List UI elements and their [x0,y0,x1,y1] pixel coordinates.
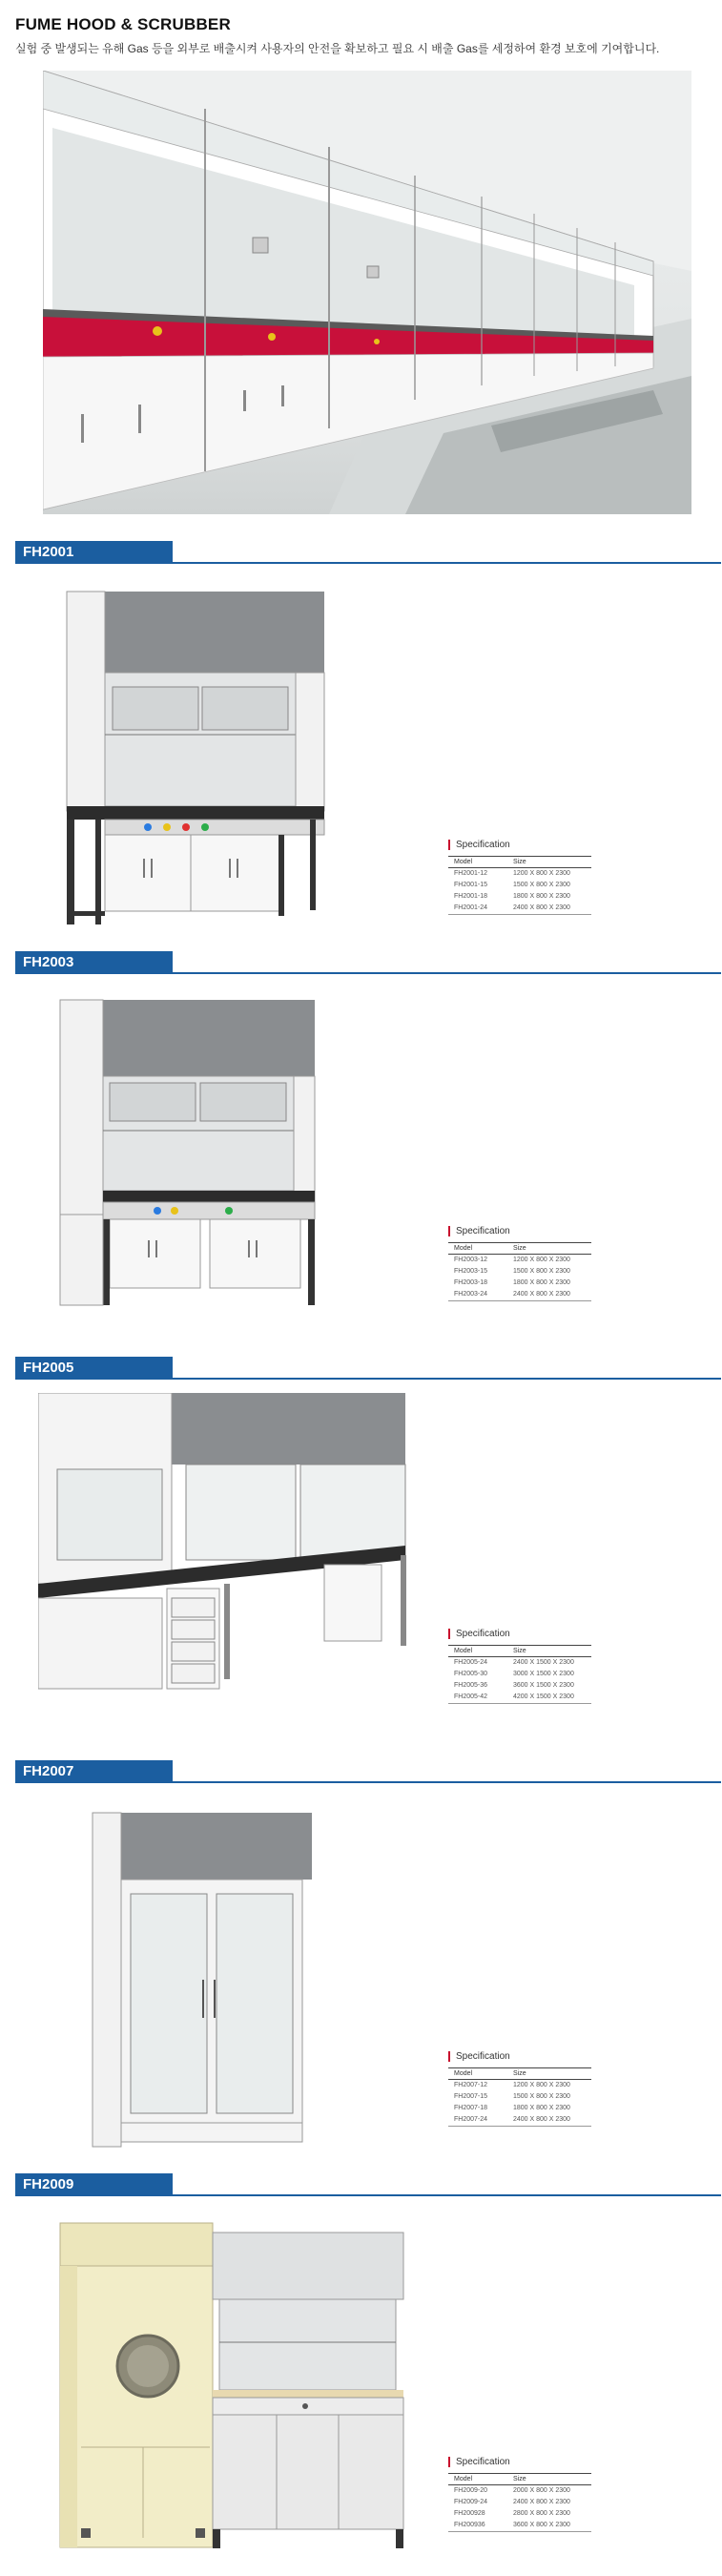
model-cell: FH2007-12 [454,2082,488,2088]
table-row [448,1278,591,1289]
hero-lab-photo [43,71,691,514]
size-cell: 4200 X 1500 X 2300 [507,1692,591,1704]
model-cell: FH2001-18 [454,893,488,900]
column-header: Size [507,1243,591,1255]
spec-table-fh2007 [448,2051,591,2127]
column-header: Size [507,1646,591,1657]
model-cell: FH2003-12 [454,1257,488,1263]
size-cell: 2400 X 800 X 2300 [507,1289,591,1301]
size-cell: 1200 X 800 X 2300 [513,870,570,877]
size-cell: 1800 X 800 X 2300 [513,893,570,900]
model-cell: FH2003-18 [454,1279,488,1286]
table-row [448,1680,591,1692]
section-header-fh2005 [15,1357,721,1380]
product-image-fh2009 [52,2218,415,2562]
size-cell: 1500 X 800 X 2300 [513,2093,570,2100]
section-header-fh2001 [15,541,721,564]
spec-table [448,1242,591,1301]
table-row [448,2520,591,2532]
section-divider [15,2194,721,2196]
size-cell: 1200 X 800 X 2300 [513,2082,570,2088]
size-cell: 2800 X 800 X 2300 [513,2510,570,2517]
table-row [448,868,591,881]
section-title: FH2007 [15,1760,173,1783]
model-cell: FH2007-15 [454,2093,488,2100]
table-row [448,2091,591,2103]
table-row [448,1289,591,1301]
section-header-fh2003 [15,951,721,974]
column-header: Model [448,2068,507,2080]
spec-table-fh2009 [448,2457,591,2532]
model-cell: FH2005-24 [454,1659,488,1666]
table-row [448,880,591,891]
section-header-fh2007 [15,1760,721,1783]
table-row [448,2080,591,2092]
section-header-fh2009 [15,2173,721,2196]
size-cell: 1500 X 800 X 2300 [513,1268,570,1275]
table-row [448,2497,591,2508]
model-cell: FH2007-24 [448,2114,507,2127]
table-row [448,1255,591,1267]
size-cell: 2400 X 1500 X 2300 [513,1659,574,1666]
size-cell: 1800 X 800 X 2300 [513,1279,570,1286]
table-row [448,1266,591,1278]
size-cell: 1200 X 800 X 2300 [513,1257,570,1263]
model-cell: FH2001-15 [454,882,488,888]
spec-table-fh2003 [448,1226,591,1301]
product-image-fh2007 [88,1808,317,2156]
spec-table [448,2067,591,2127]
column-header: Size [507,2474,591,2485]
column-header: Model [448,857,507,868]
table-row [448,1657,591,1670]
size-cell: 3600 X 800 X 2300 [507,2520,591,2532]
spec-table-fh2001 [448,840,591,915]
product-image-fh2001 [57,582,343,940]
model-cell: FH2003-15 [454,1268,488,1275]
section-divider [15,1781,721,1783]
size-cell: 1500 X 800 X 2300 [513,882,570,888]
table-row [448,1692,591,1704]
section-divider [15,972,721,974]
section-title: FH2005 [15,1357,173,1380]
spec-title: Specification [448,840,591,850]
table-row [448,891,591,903]
page-description: 실험 중 발생되는 유해 Gas 등을 외부로 배출시켜 사용자의 안전을 확보하고 필요 시 배출 Gas를 세정하여 환경 보호에 기여합니다. [15,42,660,55]
spec-title: Specification [448,1629,591,1639]
model-cell: FH200936 [448,2520,507,2532]
section-title: FH2001 [15,541,173,564]
table-row [448,2114,591,2127]
section-title: FH2009 [15,2173,173,2196]
size-cell: 2400 X 800 X 2300 [513,2499,570,2505]
column-header: Model [448,2474,507,2485]
table-row [448,2485,591,2498]
model-cell: FH2009-20 [454,2487,488,2494]
model-cell: FH2001-24 [448,903,507,915]
spec-table-fh2005 [448,1629,591,1704]
spec-title: Specification [448,2051,591,2062]
section-title: FH2003 [15,951,173,974]
table-row [448,1669,591,1680]
size-cell: 2400 X 800 X 2300 [507,903,591,915]
size-cell: 2000 X 800 X 2300 [513,2487,570,2494]
product-image-fh2005 [38,1393,420,1732]
model-cell: FH2005-42 [448,1692,507,1704]
lab-fume-hood-row-illustration [43,71,691,514]
spec-title: Specification [448,1226,591,1236]
size-cell: 3000 X 1500 X 2300 [513,1671,574,1677]
page-title: FUME HOOD & SCRUBBER [15,15,231,33]
spec-table [448,856,591,915]
section-divider [15,1378,721,1380]
spec-table [448,1645,591,1704]
product-image-fh2003 [52,992,339,1331]
size-cell: 1800 X 800 X 2300 [513,2105,570,2111]
column-header: Model [448,1243,507,1255]
table-row [448,2508,591,2520]
column-header: Size [507,857,591,868]
column-header: Size [507,2068,591,2080]
model-cell: FH200928 [454,2510,485,2517]
model-cell: FH2007-18 [454,2105,488,2111]
size-cell: 2400 X 800 X 2300 [507,2114,591,2127]
table-row [448,2103,591,2114]
model-cell: FH2005-30 [454,1671,488,1677]
column-header: Model [448,1646,507,1657]
spec-table [448,2473,591,2532]
model-cell: FH2001-12 [454,870,488,877]
model-cell: FH2003-24 [448,1289,507,1301]
spec-title: Specification [448,2457,591,2467]
table-row [448,903,591,915]
model-cell: FH2009-24 [454,2499,488,2505]
size-cell: 3600 X 1500 X 2300 [513,1682,574,1689]
model-cell: FH2005-36 [454,1682,488,1689]
section-divider [15,562,721,564]
